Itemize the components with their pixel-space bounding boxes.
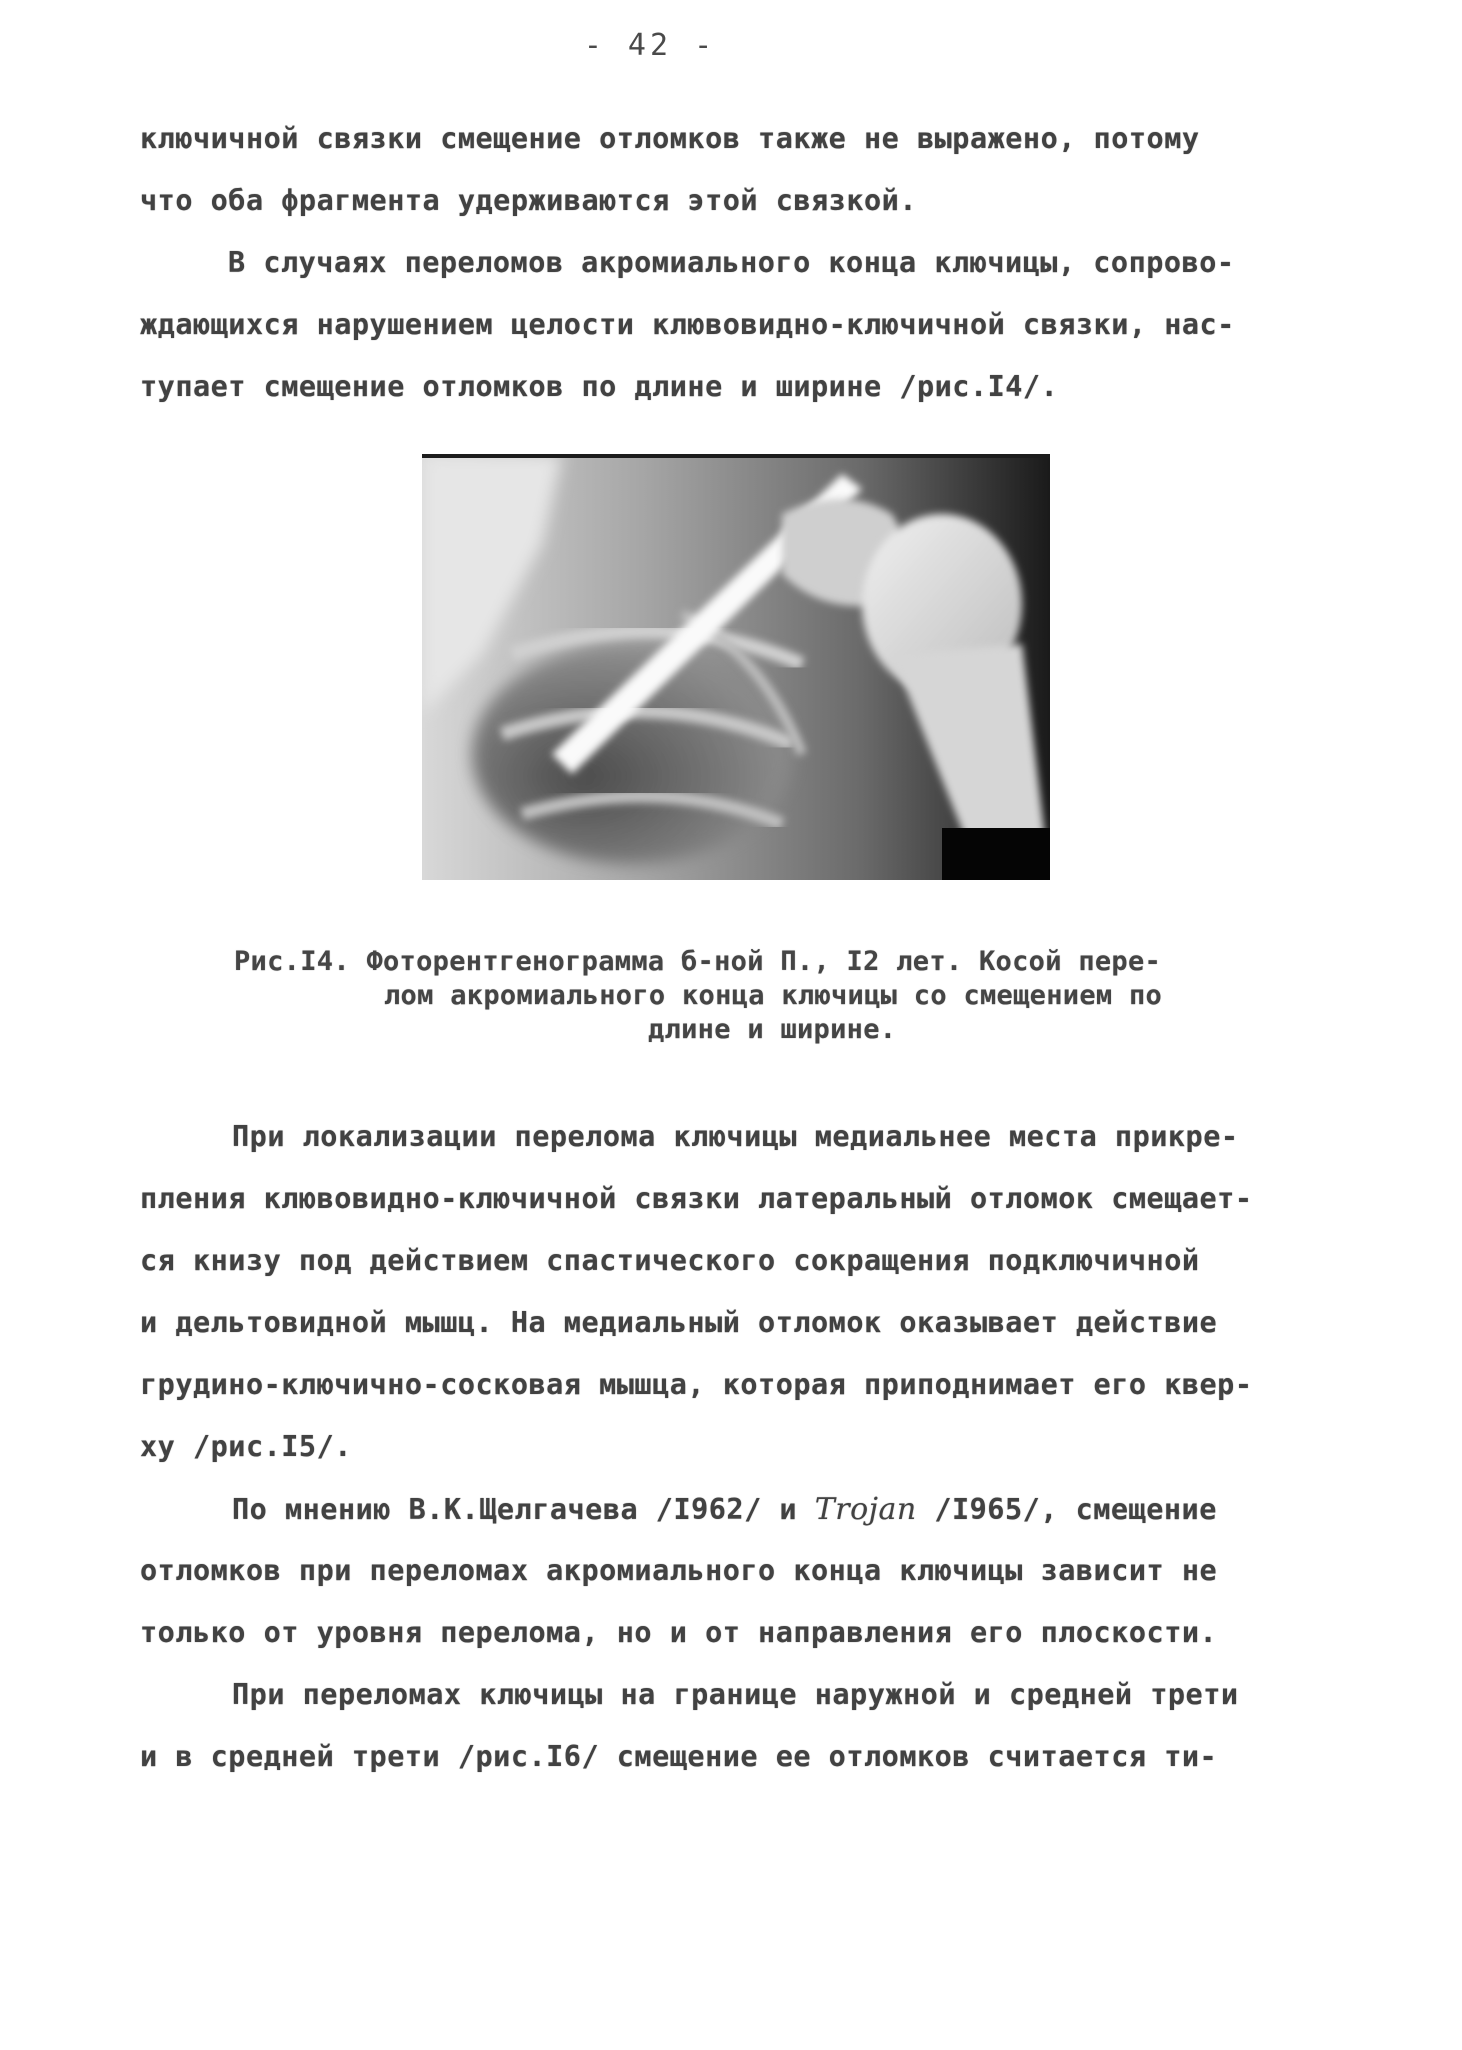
text-line: отломков при переломах акромиального конца ключицы зависит не	[140, 1554, 1218, 1587]
figure-caption-line: лом акромиального конца ключицы со смещением по	[384, 980, 1163, 1011]
text-line: При переломах ключицы на границе наружной и средней трети	[232, 1678, 1239, 1711]
text-line: и дельтовидной мышц. На медиальный отломок оказывает действие	[140, 1306, 1218, 1339]
xray-image	[422, 454, 1050, 880]
text-line: что оба фрагмента удерживаются этой связкой.	[140, 184, 917, 217]
text-line: и в средней трети /рис.I6/ смещение ее отломков считается ти-	[140, 1740, 1218, 1773]
text-line: ху /рис.I5/.	[140, 1430, 352, 1463]
text-line	[232, 1492, 1217, 1527]
text-segment: По мнению В.К.Щелгачева /I962/ и	[232, 1493, 815, 1526]
text-line: только от уровня перелома, но и от направления его плоскости.	[140, 1616, 1218, 1649]
page-number: - 42 -	[583, 28, 717, 63]
text-line: ключичной связки смещение отломков также не выражено, потому	[140, 122, 1200, 155]
text-line: ждающихся нарушением целости клювовидно-ключичной связки, нас-	[140, 308, 1235, 341]
text-line: ся книзу под действием спастического сокращения подключичной	[140, 1244, 1200, 1277]
text-line: В случаях переломов акромиального конца ключицы, сопрово-	[228, 246, 1235, 279]
author-name: Trojan	[814, 1492, 917, 1527]
text-line: пления клювовидно-ключичной связки латеральный отломок смещает-	[140, 1182, 1253, 1215]
text-line: При локализации перелома ключицы медиальнее места прикре-	[232, 1120, 1239, 1153]
text-line: тупает смещение отломков по длине и ширине /рис.I4/.	[140, 370, 1059, 403]
figure-caption-line: Рис.I4. Фоторентгенограмма б-ной П., I2 лет. Косой пере-	[234, 946, 1162, 977]
text-segment: /I965/, смещение	[916, 1493, 1217, 1526]
text-line: грудино-ключично-сосковая мышца, которая приподнимает его квер-	[140, 1368, 1253, 1401]
figure-caption-line: длине и ширине.	[648, 1014, 897, 1045]
